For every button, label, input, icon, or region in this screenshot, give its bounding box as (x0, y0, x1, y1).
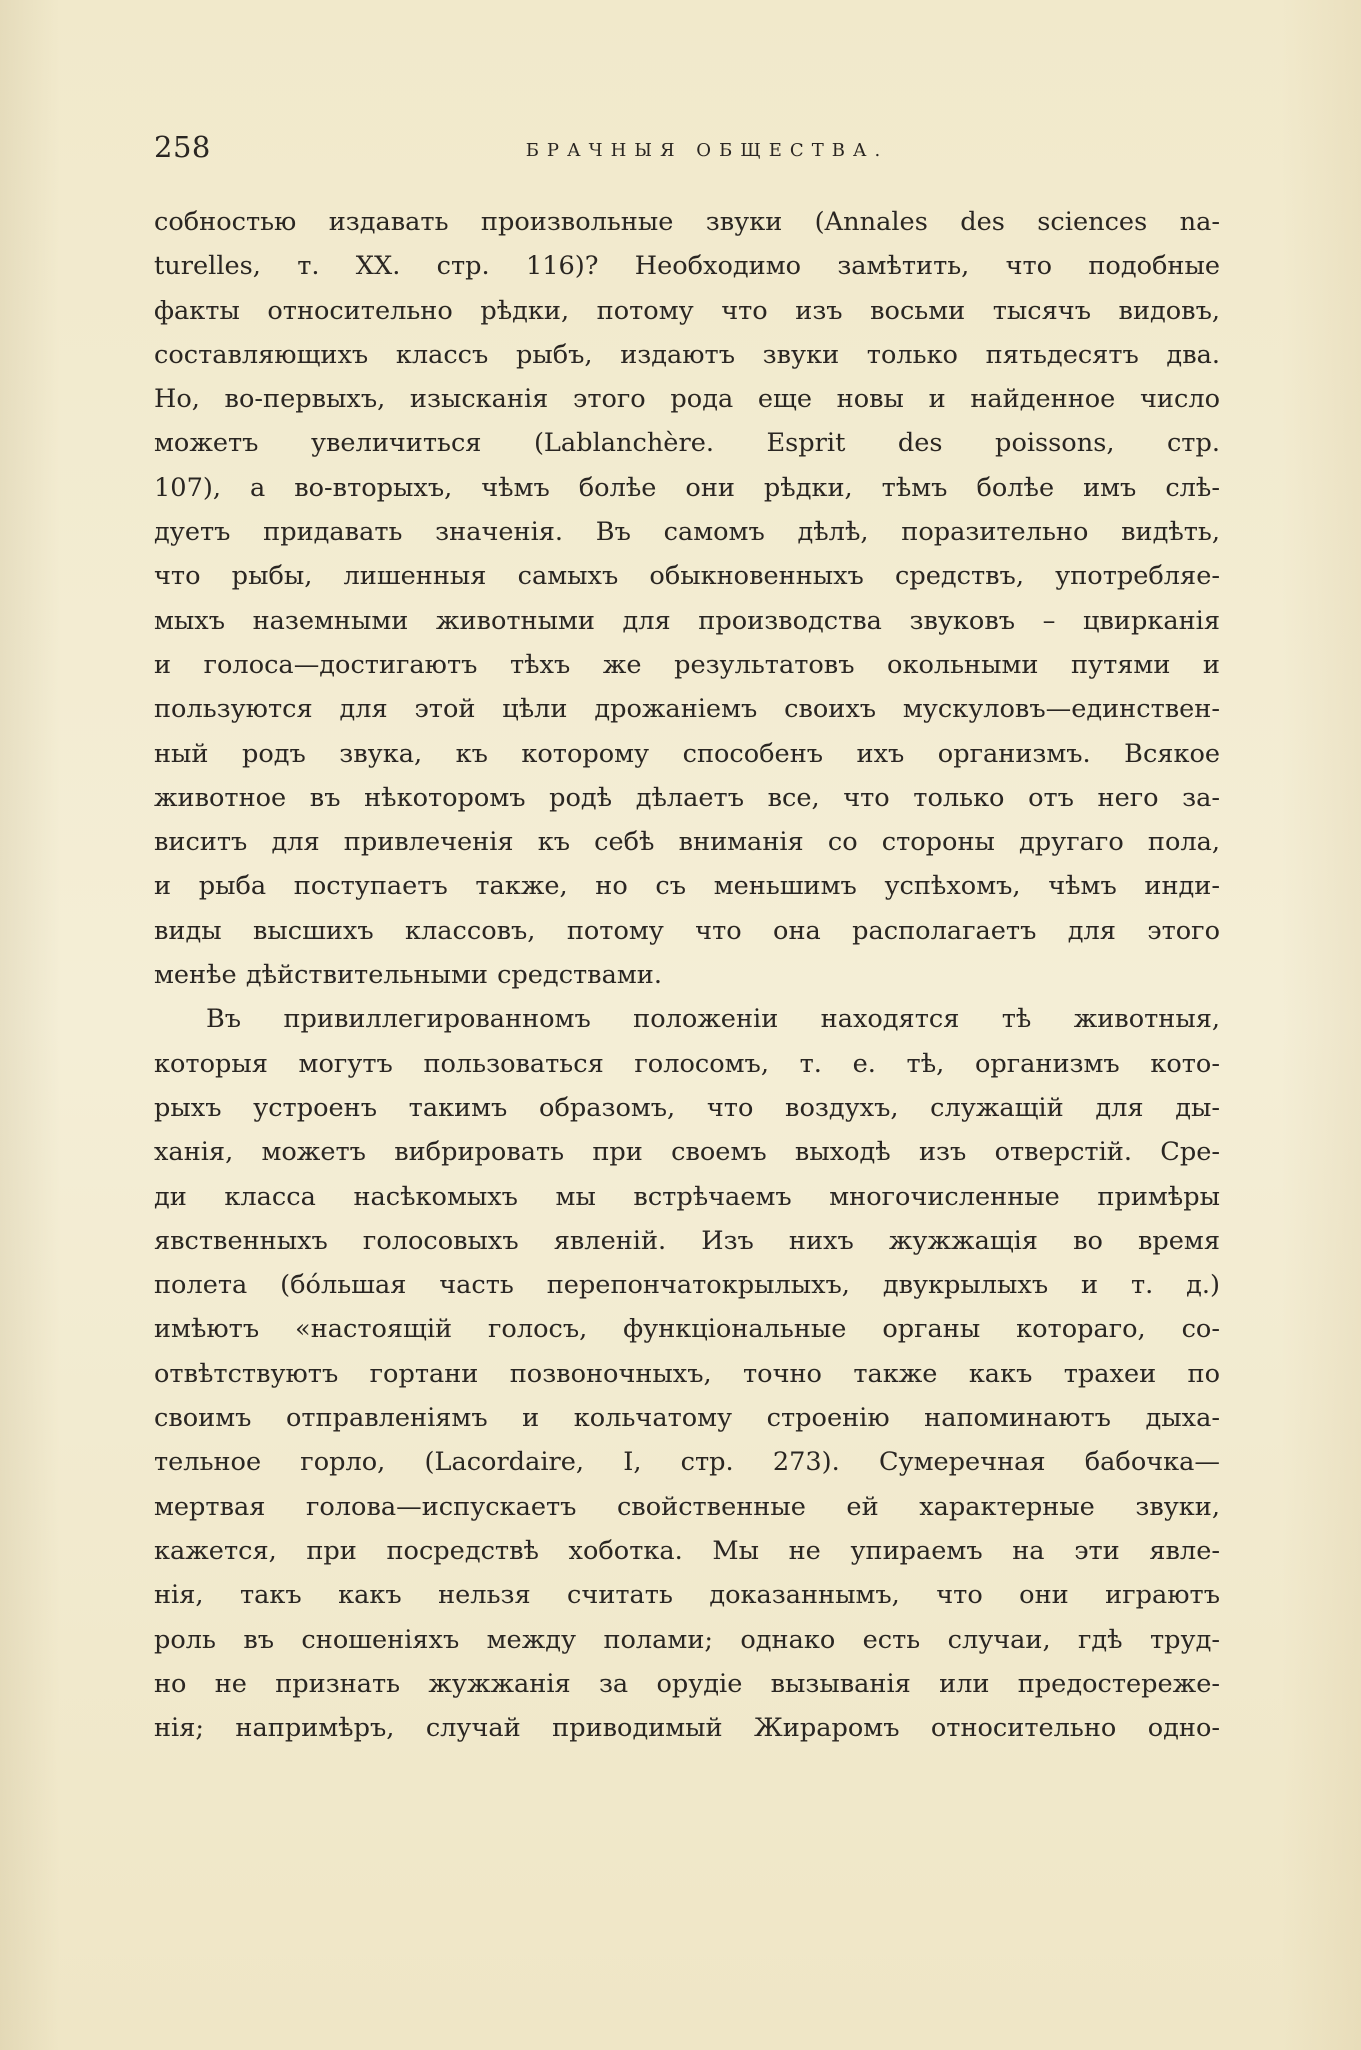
text-line: Въ привиллегированномъ положеніи находятся тѣ животныя, (206, 1004, 1220, 1035)
paragraph-2 (154, 997, 1220, 1750)
text-line: тельное горло, (Lacordaire, I, стр. 273). Сумеречная бабочка— (154, 1447, 1220, 1478)
text-line: факты относительно рѣдки, потому что изъ восьми тысячъ видовъ, (154, 295, 1220, 326)
text-line: можетъ увеличиться (Lablanchère. Esprit des poissons, стр. (154, 428, 1220, 459)
text-line: Но, во-первыхъ, изысканія этого рода еще новы и найденное число (154, 384, 1220, 415)
running-title: БРАЧНЫЯ ОБЩЕСТВА. (525, 140, 889, 161)
text-line: виситъ для привлеченія къ себѣ вниманія со стороны другаго пола, (154, 827, 1220, 858)
page-number: 258 (154, 130, 211, 164)
text-line: мертвая голова—испускаетъ свойственные ей характерные звуки, (154, 1491, 1220, 1522)
text-line: и голоса—достигаютъ тѣхъ же результатовъ окольными путями и (154, 649, 1220, 680)
text-line: составляющихъ классъ рыбъ, издаютъ звуки только пятьдесятъ два. (154, 339, 1220, 370)
text-line: дуетъ придавать значенія. Въ самомъ дѣлѣ, поразительно видѣть, (154, 517, 1220, 548)
text-line: виды высшихъ классовъ, потому что она располагаетъ для этого (154, 915, 1220, 946)
page-text-block (154, 130, 1220, 1750)
text-line: животное въ нѣкоторомъ родѣ дѣлаетъ все, что только отъ него за- (154, 782, 1220, 813)
text-line: своимъ отправленіямъ и кольчатому строенію напоминаютъ дыха- (154, 1403, 1220, 1434)
text-line: но не признать жужжанія за орудіе вызыванія или предостереже- (154, 1668, 1220, 1699)
text-line: ный родъ звука, къ которому способенъ ихъ организмъ. Всякое (154, 738, 1220, 769)
text-line: turelles, т. XX. стр. 116)? Необходимо замѣтить, что подобные (154, 251, 1220, 282)
page-header (154, 130, 1220, 176)
text-line: собностью издавать произвольные звуки (Annales des sciences na- (154, 207, 1220, 237)
text-line: нія, такъ какъ нельзя считать доказаннымъ, что они играютъ (154, 1580, 1220, 1611)
text-line: кажется, при посредствѣ хоботка. Мы не упираемъ на эти явле- (154, 1535, 1220, 1566)
text-line: рыхъ устроенъ такимъ образомъ, что воздухъ, служащій для ды- (154, 1092, 1220, 1123)
text-line: ханія, можетъ вибрировать при своемъ выходѣ изъ отверстій. Сре- (154, 1137, 1220, 1168)
text-line: менѣе дѣйствительными средствами. (154, 960, 662, 991)
text-line: имѣютъ «настоящій голосъ, функціональные органы котораго, со- (154, 1314, 1220, 1345)
text-line: мыхъ наземными животными для производства звуковъ – цвирканія (154, 605, 1220, 636)
paragraph-1 (154, 200, 1220, 997)
text-line: ди класса насѣкомыхъ мы встрѣчаемъ многочисленные примѣры (154, 1181, 1220, 1212)
text-line: роль въ сношеніяхъ между полами; однако есть случаи, гдѣ труд- (154, 1624, 1220, 1655)
text-line: пользуются для этой цѣли дрожаніемъ своихъ мускуловъ—единствен- (154, 694, 1220, 725)
text-line: явственныхъ голосовыхъ явленій. Изъ нихъ жужжащія во время (154, 1225, 1220, 1256)
text-line: что рыбы, лишенныя самыхъ обыкновенныхъ средствъ, употребляе- (154, 561, 1220, 592)
text-line: нія; напримѣръ, случай приводимый Жираромъ относительно одно- (154, 1713, 1220, 1744)
text-line: 107), а во-вторыхъ, чѣмъ болѣе они рѣдки, тѣмъ болѣе имъ слѣ- (154, 472, 1220, 503)
text-line: которыя могутъ пользоваться голосомъ, т. е. тѣ, организмъ кото- (154, 1048, 1220, 1079)
text-line: полета (бо́льшая часть перепончатокрылыхъ, двукрылыхъ и т. д.) (154, 1270, 1220, 1301)
text-line: и рыба поступаетъ также, но съ меньшимъ успѣхомъ, чѣмъ инди- (154, 871, 1220, 902)
text-line: отвѣтствуютъ гортани позвоночныхъ, точно также какъ трахеи по (154, 1358, 1220, 1389)
